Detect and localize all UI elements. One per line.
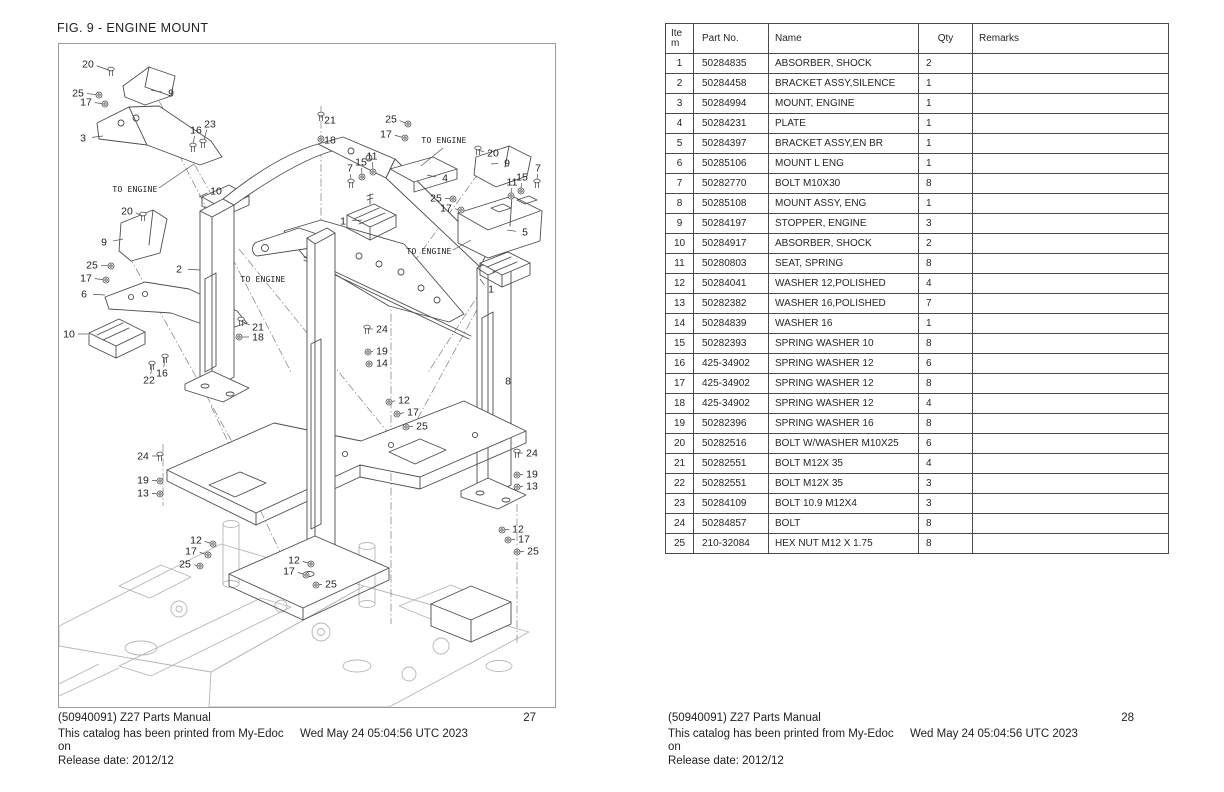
col-header-qty: Qty <box>919 24 973 54</box>
callout-25: 25 <box>416 420 428 433</box>
table-row: 17 425-34902 SPRING WASHER 12 8 <box>666 374 1169 394</box>
col-header-name: Name <box>769 24 919 54</box>
table-row: 25 210-32084 HEX NUT M12 X 1.75 8 <box>666 534 1169 554</box>
callout-10: 10 <box>63 328 75 341</box>
callout-18: 18 <box>252 331 264 344</box>
callout-1: 1 <box>488 283 494 296</box>
callout-3: 3 <box>80 132 86 145</box>
callout-25: 25 <box>527 545 539 558</box>
parts-table-body <box>666 54 1169 554</box>
table-row: 18 425-34902 SPRING WASHER 12 4 <box>666 394 1169 414</box>
callout-19: 19 <box>376 345 388 358</box>
callout-19: 19 <box>526 468 538 481</box>
callout-21: 21 <box>324 114 336 127</box>
table-row: 16 425-34902 SPRING WASHER 12 6 <box>666 354 1169 374</box>
table-row: 7 50282770 BOLT M10X30 8 <box>666 174 1169 194</box>
to-engine-label: TO ENGINE <box>112 185 158 194</box>
callout-19: 19 <box>137 474 149 487</box>
callout-20: 20 <box>121 205 133 218</box>
callout-24: 24 <box>526 447 538 460</box>
table-row: 13 50282382 WASHER 16,POLISHED 7 <box>666 294 1169 314</box>
printed-line: This catalog has been printed from My-Edoc on <box>58 728 284 753</box>
engine-mount-diagram <box>58 43 556 708</box>
figure-title: FIG. 9 - ENGINE MOUNT <box>57 21 209 35</box>
callout-25: 25 <box>325 578 337 591</box>
callout-13: 13 <box>526 480 538 493</box>
printed-date: Wed May 24 05:04:56 UTC 2023 <box>300 728 468 740</box>
callout-9: 9 <box>101 236 107 249</box>
table-row: 12 50284041 WASHER 12,POLISHED 4 <box>666 274 1169 294</box>
callout-25: 25 <box>385 113 397 126</box>
page-footer-right <box>668 711 1134 768</box>
callout-12: 12 <box>288 554 300 567</box>
callout-14: 14 <box>376 357 388 370</box>
table-row: 9 50284197 STOPPER, ENGINE 3 <box>666 214 1169 234</box>
table-row: 4 50284231 PLATE 1 <box>666 114 1169 134</box>
callout-15: 15 <box>355 156 367 169</box>
col-header-item: Item <box>666 24 694 54</box>
callout-9: 9 <box>504 157 510 170</box>
table-row: 8 50285108 MOUNT ASSY, ENG 1 <box>666 194 1169 214</box>
parts-table <box>665 23 1169 554</box>
callout-7: 7 <box>347 162 353 175</box>
callout-20: 20 <box>487 147 499 160</box>
callout-17: 17 <box>380 128 392 141</box>
table-row: 20 50282516 BOLT W/WASHER M10X25 6 <box>666 434 1169 454</box>
callout-15: 15 <box>516 171 528 184</box>
callout-17: 17 <box>407 406 419 419</box>
to-engine-label: TO ENGINE <box>421 136 467 145</box>
table-row: 5 50284397 BRACKET ASSY,EN BR 1 <box>666 134 1169 154</box>
release-date: Release date: 2012/12 <box>58 755 174 767</box>
callout-16: 16 <box>156 367 168 380</box>
callout-17: 17 <box>440 202 452 215</box>
table-row: 15 50282393 SPRING WASHER 10 8 <box>666 334 1169 354</box>
callout-17: 17 <box>283 565 295 578</box>
to-engine-label: TO ENGINE <box>240 275 286 284</box>
callout-11: 11 <box>506 176 518 189</box>
callout-7: 7 <box>535 162 541 175</box>
callout-11: 11 <box>366 150 378 163</box>
table-row: 21 50282551 BOLT M12X 35 4 <box>666 454 1169 474</box>
page-footer-left <box>58 711 536 768</box>
table-row: 19 50282396 SPRING WASHER 16 8 <box>666 414 1169 434</box>
table-row: 6 50285106 MOUNT L ENG 1 <box>666 154 1169 174</box>
callout-10: 10 <box>210 185 222 198</box>
callout-24: 24 <box>376 323 388 336</box>
printed-line: This catalog has been printed from My-Edoc on <box>668 728 894 753</box>
callout-5: 5 <box>522 226 528 239</box>
callout-1: 1 <box>340 215 346 228</box>
callout-17: 17 <box>80 96 92 109</box>
callout-17: 17 <box>80 272 92 285</box>
callout-2: 2 <box>176 263 182 276</box>
callout-4: 4 <box>442 172 448 185</box>
diagram-svg <box>59 44 555 707</box>
callout-8: 8 <box>505 375 511 388</box>
callout-25: 25 <box>430 192 442 205</box>
to-engine-label: TO ENGINE <box>406 247 452 256</box>
callout-23: 23 <box>204 118 216 131</box>
callout-13: 13 <box>137 487 149 500</box>
table-row: 24 50284857 BOLT 8 <box>666 514 1169 534</box>
callout-25: 25 <box>86 259 98 272</box>
page-number: 27 <box>523 712 536 724</box>
callout-17: 17 <box>185 545 197 558</box>
table-row: 23 50284109 BOLT 10.9 M12X4 3 <box>666 494 1169 514</box>
callout-25: 25 <box>179 558 191 571</box>
table-row: 10 50284917 ABSORBER, SHOCK 2 <box>666 234 1169 254</box>
col-header-remarks: Remarks <box>973 24 1169 54</box>
callout-20: 20 <box>82 58 94 71</box>
table-row: 3 50284994 MOUNT, ENGINE 1 <box>666 94 1169 114</box>
callout-24: 24 <box>137 450 149 463</box>
table-row: 11 50280803 SEAT, SPRING 8 <box>666 254 1169 274</box>
parts-table-header-row <box>666 24 1169 54</box>
manual-title: (50940091) Z27 Parts Manual <box>58 712 211 724</box>
release-date: Release date: 2012/12 <box>668 755 784 767</box>
table-row: 14 50284839 WASHER 16 1 <box>666 314 1169 334</box>
callout-22: 22 <box>143 374 155 387</box>
callout-12: 12 <box>398 394 410 407</box>
callout-16: 16 <box>190 124 202 137</box>
col-header-part-no-: Part No. <box>694 24 769 54</box>
manual-title: (50940091) Z27 Parts Manual <box>668 712 821 724</box>
page-number: 28 <box>1121 712 1134 724</box>
callout-9: 9 <box>168 87 174 100</box>
parts-line-art <box>89 67 542 642</box>
callout-12: 12 <box>190 534 202 547</box>
callout-12: 12 <box>512 523 524 536</box>
table-row: 2 50284458 BRACKET ASSY,SILENCE 1 <box>666 74 1169 94</box>
table-row: 22 50282551 BOLT M12X 35 3 <box>666 474 1169 494</box>
table-row: 1 50284835 ABSORBER, SHOCK 2 <box>666 54 1169 74</box>
callout-18: 18 <box>324 134 336 147</box>
callout-21: 21 <box>252 321 264 334</box>
callout-17: 17 <box>518 533 530 546</box>
printed-date: Wed May 24 05:04:56 UTC 2023 <box>910 728 1078 740</box>
callout-25: 25 <box>72 87 84 100</box>
callout-6: 6 <box>81 288 87 301</box>
